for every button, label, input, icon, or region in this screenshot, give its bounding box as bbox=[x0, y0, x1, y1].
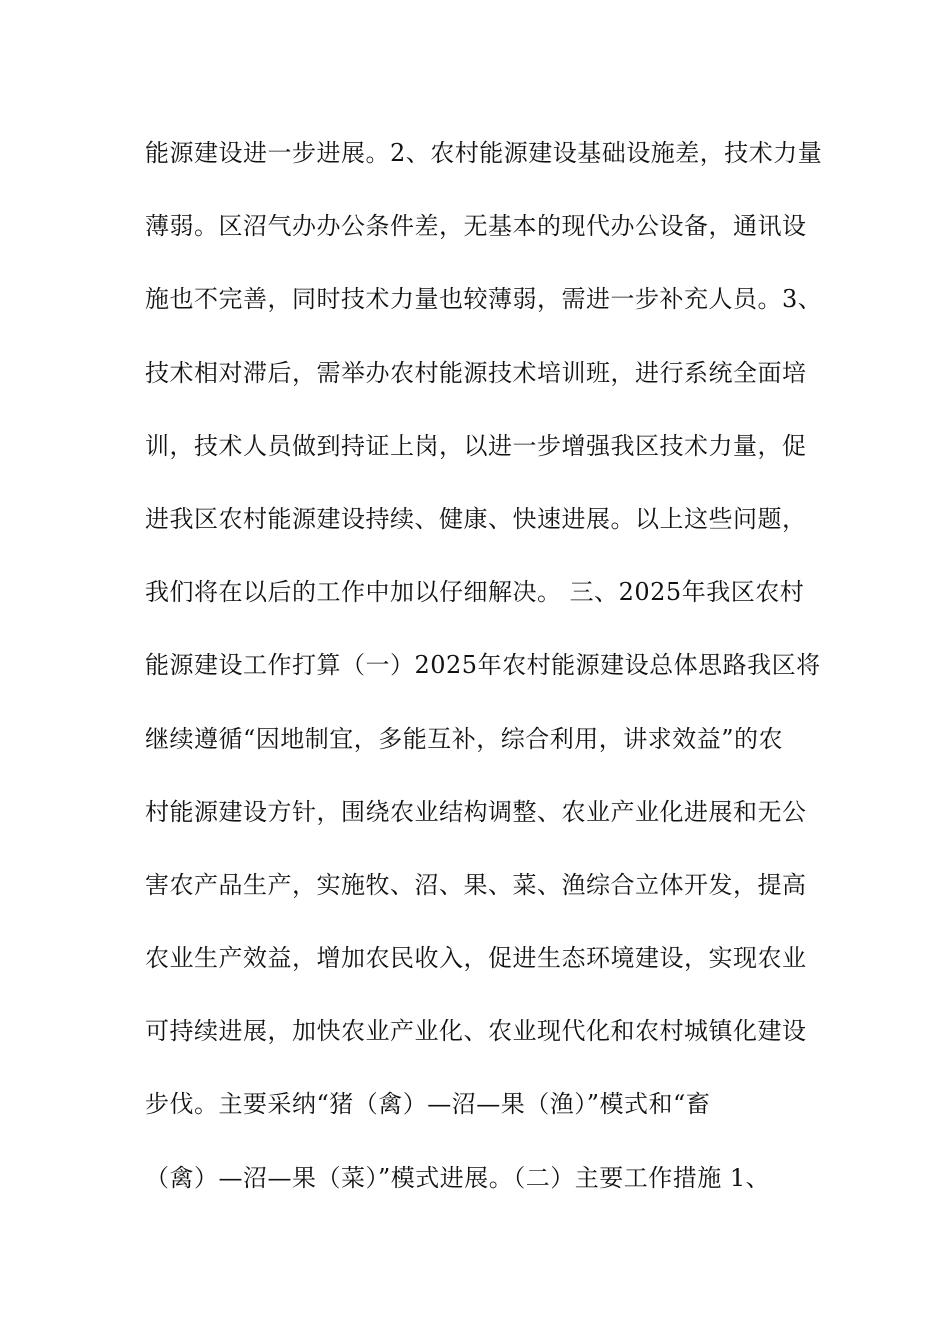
text-line: 施也不完善，同时技术力量也较薄弱，需进一步补充人员。3、 bbox=[145, 285, 823, 314]
text-line: 害农产品生产，实施牧、沼、果、菜、渔综合立体开发，提高 bbox=[145, 870, 807, 899]
text-line: 薄弱。区沼气办办公条件差，无基本的现代办公设备，通讯设 bbox=[145, 212, 807, 241]
text-line: 步伐。主要采纳“猪（禽）—沼—果（渔）”模式和“畜 bbox=[145, 1090, 711, 1119]
text-line: 训，技术人员做到持证上岗，以进一步增强我区技术力量，促 bbox=[145, 431, 807, 460]
text-line: 继续遵循“因地制宜，多能互补，综合利用，讲求效益”的农 bbox=[145, 724, 784, 753]
body-text bbox=[145, 127, 825, 1225]
text-line: （禽）—沼—果（菜）”模式进展。（二）主要工作措施 1、 bbox=[145, 1163, 771, 1192]
text-line: 进我区农村能源建设持续、健康、快速进展。以上这些问题， bbox=[145, 504, 807, 533]
text-line: 农业生产效益，增加农民收入，促进生态环境建设，实现农业 bbox=[145, 944, 807, 973]
text-line: 可持续进展，加快农业产业化、农业现代化和农村城镇化建设 bbox=[145, 1017, 807, 1046]
text-line: 村能源建设方针，围绕农业结构调整、农业产业化进展和无公 bbox=[145, 797, 807, 826]
text-line: 技术相对滞后，需举办农村能源技术培训班，进行系统全面培 bbox=[145, 358, 807, 387]
text-line: 能源建设工作打算（一）2025年农村能源建设总体思路我区将 bbox=[145, 651, 821, 680]
text-line: 能源建设进一步进展。2、农村能源建设基础设施差，技术力量 bbox=[145, 139, 823, 167]
text-line: 我们将在以后的工作中加以仔细解决。 三、2025年我区农村 bbox=[145, 578, 805, 607]
